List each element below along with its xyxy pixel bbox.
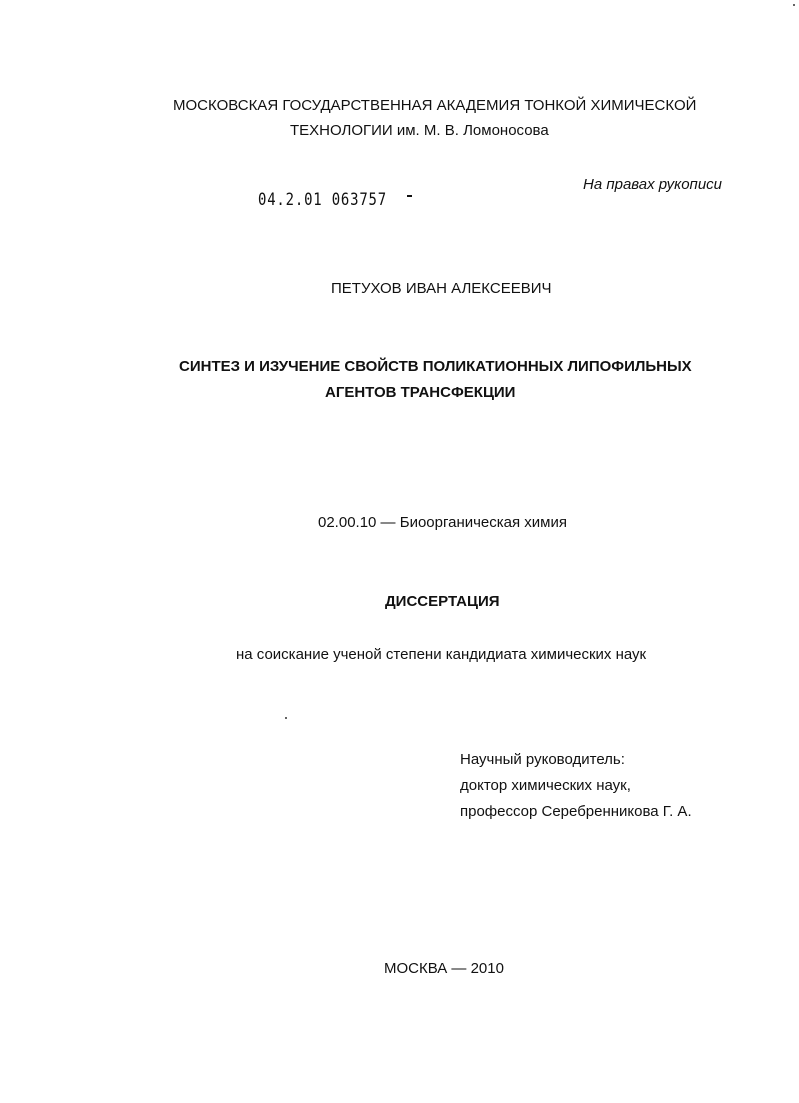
registration-number-stamp: 04.2.01 063757 xyxy=(258,190,387,210)
manuscript-rights-note: На правах рукописи xyxy=(583,176,722,193)
supervisor-label: Научный руководитель: xyxy=(460,751,625,768)
author-name: ПЕТУХОВ ИВАН АЛЕКСЕЕВИЧ xyxy=(331,280,552,297)
thesis-title-line-2: АГЕНТОВ ТРАНСФЕКЦИИ xyxy=(325,384,516,401)
thesis-title-line-1: СИНТЕЗ И ИЗУЧЕНИЕ СВОЙСТВ ПОЛИКАТИОННЫХ ЛИПОФИЛЬНЫХ xyxy=(179,358,692,375)
scan-speck xyxy=(793,4,795,6)
institution-line-1: МОСКОВСКАЯ ГОСУДАРСТВЕННАЯ АКАДЕМИЯ ТОНКОЙ ХИМИЧЕСКОЙ xyxy=(173,97,697,114)
specialty-code: 02.00.10 — Биоорганическая химия xyxy=(318,514,567,531)
supervisor-name: профессор Серебренникова Г. А. xyxy=(460,803,692,820)
stamp-mark xyxy=(407,195,412,197)
degree-statement: на соискание ученой степени кандидиата химических наук xyxy=(236,646,647,663)
place-and-year: МОСКВА — 2010 xyxy=(384,960,504,977)
institution-line-2: ТЕХНОЛОГИИ им. М. В. Ломоносова xyxy=(290,122,549,139)
scan-speck xyxy=(285,717,287,719)
document-type: ДИССЕРТАЦИЯ xyxy=(385,593,500,610)
supervisor-degree: доктор химических наук, xyxy=(460,777,631,794)
